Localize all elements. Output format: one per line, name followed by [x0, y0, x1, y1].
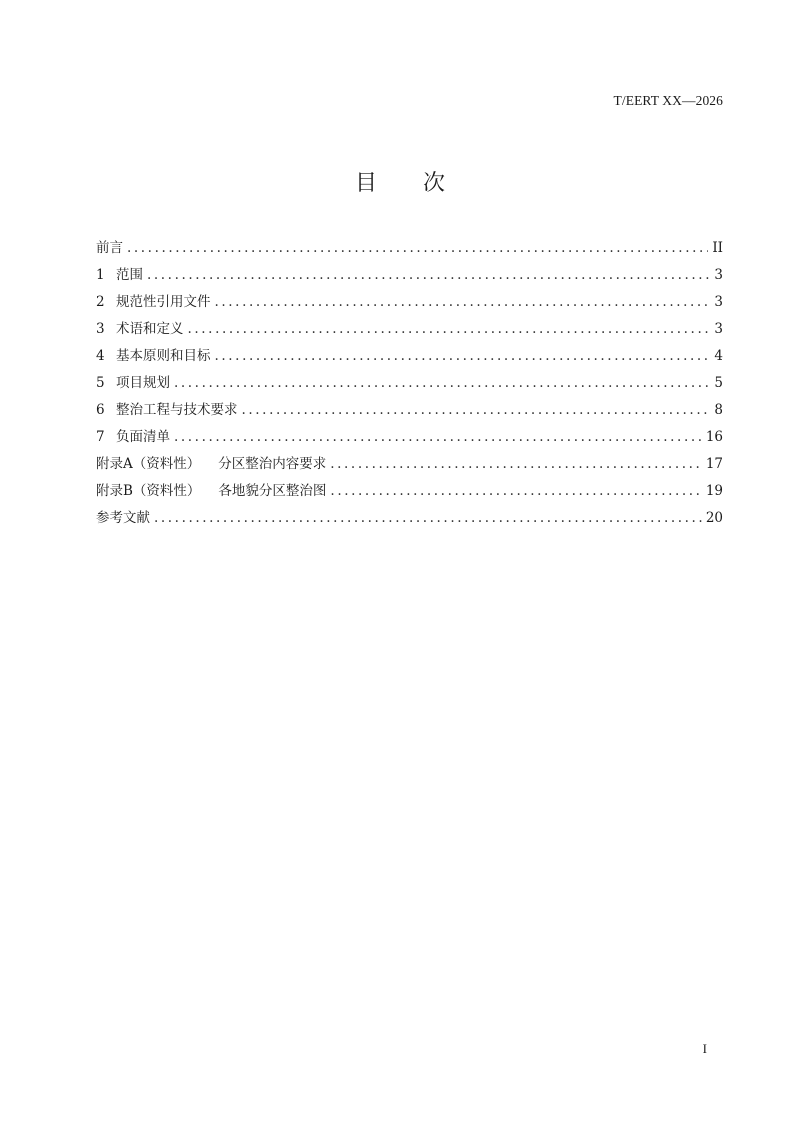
toc-entry-terms-definitions[interactable] — [96, 316, 723, 343]
toc-entry-page: 8 — [714, 402, 723, 418]
toc-leader-dots — [330, 478, 701, 505]
toc-entry-title: 规范性引用文件 — [116, 294, 211, 310]
toc-entry-negative-list[interactable] — [96, 424, 723, 451]
toc-entry-label — [96, 370, 170, 397]
toc-leader-dots — [215, 289, 711, 316]
toc-entry-number: 7 — [96, 429, 105, 445]
toc-entry-label — [96, 397, 238, 424]
toc-entry-bibliography[interactable] — [96, 505, 723, 532]
toc-entry-page: 3 — [714, 267, 723, 283]
toc-leader-dots — [242, 397, 711, 424]
toc-entry-page: 3 — [714, 321, 723, 337]
toc-entry-page: 4 — [714, 348, 723, 364]
toc-entry-label — [96, 316, 184, 343]
toc-entry-label — [96, 451, 326, 478]
toc-leader-dots — [147, 262, 710, 289]
toc-entry-number: 5 — [96, 375, 105, 391]
toc-entry-page: 16 — [705, 429, 723, 445]
toc-entry-title: 负面清单 — [116, 429, 170, 445]
toc-entry-label — [96, 424, 170, 451]
toc-entry-engineering-requirements[interactable] — [96, 397, 723, 424]
toc-entry-appendix-a[interactable] — [96, 451, 723, 478]
toc-entry-scope[interactable] — [96, 262, 723, 289]
toc-entry-label — [96, 343, 211, 370]
toc-title-char-1: 目 — [354, 171, 377, 196]
toc-entry-page: 17 — [705, 456, 723, 472]
toc-entry-number: 4 — [96, 348, 105, 364]
toc-entry-label: 前言 — [96, 240, 123, 256]
table-of-contents — [96, 235, 723, 532]
toc-entry-title: 术语和定义 — [116, 321, 184, 337]
toc-entry-subtitle: 分区整治内容要求 — [218, 456, 327, 472]
toc-leader-dots — [154, 505, 702, 532]
toc-entry-subtitle: 各地貌分区整治图 — [218, 483, 327, 499]
toc-entry-number: 3 — [96, 321, 105, 337]
toc-leader-dots — [127, 235, 708, 262]
toc-entry-title: 基本原则和目标 — [116, 348, 211, 364]
toc-entry-page: 20 — [705, 510, 723, 526]
toc-entry-title: 项目规划 — [116, 375, 170, 391]
toc-leader-dots — [215, 343, 711, 370]
toc-entry-principles-goals[interactable] — [96, 343, 723, 370]
toc-leader-dots — [330, 451, 702, 478]
toc-entry-project-planning[interactable] — [96, 370, 723, 397]
toc-entry-page: II — [712, 240, 723, 256]
toc-leader-dots — [174, 370, 710, 397]
toc-entry-page: 3 — [714, 294, 723, 310]
toc-entry-title: 整治工程与技术要求 — [116, 402, 238, 418]
toc-entry-title: 附录A（资料性） — [96, 456, 201, 472]
toc-entry-foreword[interactable] — [96, 235, 723, 262]
toc-entry-title: 范围 — [116, 267, 143, 283]
page-number: I — [702, 1041, 707, 1056]
toc-leader-dots — [188, 316, 711, 343]
toc-entry-label: 参考文献 — [96, 510, 150, 526]
toc-entry-number: 6 — [96, 402, 105, 418]
toc-leader-dots — [174, 424, 702, 451]
toc-entry-appendix-b[interactable] — [96, 478, 723, 505]
toc-entry-label — [96, 478, 326, 505]
toc-entry-number: 1 — [96, 267, 105, 283]
toc-title-char-2: 次 — [423, 171, 446, 196]
toc-title — [0, 166, 800, 197]
toc-entry-label — [96, 289, 211, 316]
toc-entry-number: 2 — [96, 294, 105, 310]
document-code: T/EERT XX—2026 — [613, 93, 723, 108]
toc-entry-page: 19 — [705, 483, 723, 499]
toc-entry-title: 附录B（资料性） — [96, 483, 201, 499]
toc-entry-normative-references[interactable] — [96, 289, 723, 316]
toc-entry-label — [96, 262, 143, 289]
toc-entry-page: 5 — [714, 375, 723, 391]
